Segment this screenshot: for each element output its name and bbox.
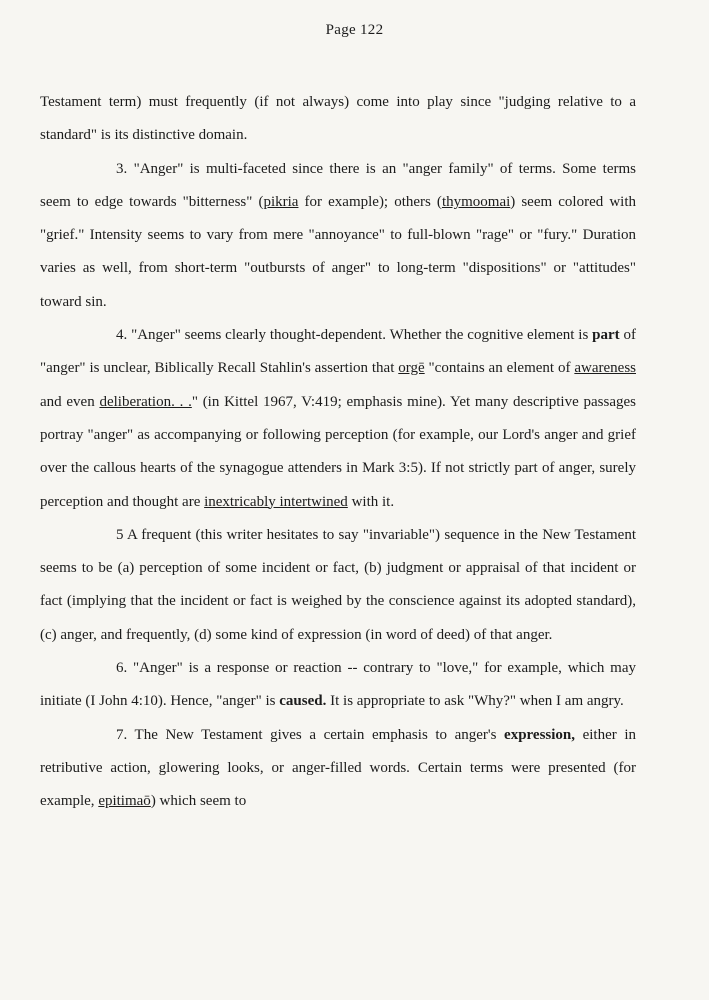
term-orge: orgē bbox=[398, 360, 425, 377]
emphasis-part: part bbox=[592, 327, 620, 344]
paragraph-point-6: 6. "Anger" is a response or reaction -- contrary to "love," for example, which may initiate (I John 4:10). Hence, "anger" is caused. It is appropriate to ask "Why?" when I am angry. bbox=[40, 660, 636, 710]
term-pikria: pikria bbox=[263, 193, 299, 210]
emphasis-caused: caused. bbox=[279, 693, 327, 710]
paragraph-continuation: Testament term) must frequently (if not always) come into play since "judging relative to a standard" is its distinctive domain. bbox=[40, 94, 636, 144]
page-number: Page 122 bbox=[325, 22, 384, 38]
term-thymoomai: thymoomai bbox=[441, 193, 511, 210]
emphasis-deliberation: deliberation. . . bbox=[99, 393, 192, 410]
paragraph-point-4: 4. "Anger" seems clearly thought-dependent. Whether the cognitive element is part of "anger" is unclear, Biblically Recall Stahlin's assertion that orgē "contains an element of awareness and even deliberation. . ." (in Kittel 1967, V:419; emphasis mine). Yet many descriptive passages portray "anger" as accompanying or following perception (for example, our Lord's anger and grief over the callous hearts of the synagogue attenders in Mark 3:5). If not strictly part of anger, surely perception and thought are inextricably intertwined with it. bbox=[40, 327, 637, 510]
emphasis-intertwined: inextricably intertwined bbox=[204, 493, 348, 510]
emphasis-awareness: awareness bbox=[574, 360, 636, 377]
emphasis-expression: expression, bbox=[504, 726, 576, 743]
paragraph-point-3: 3. "Anger" is multi-faceted since there is an "anger family" of terms. Some terms seem to edge towards "bitterness" (pikria for example); others (thymoomai) seem colored with "grief." Intensity seems to vary from mere "annoyance" to full-blown "rage" or "fury." Duration varies as well, from short-term "outbursts of anger" to long-term "dispositions" or "attitudes" toward sin. bbox=[40, 160, 636, 310]
document-body bbox=[40, 86, 636, 819]
term-epitimao: epitimaō bbox=[98, 793, 151, 810]
paragraph-point-5: 5 A frequent (this writer hesitates to say "invariable") sequence in the New Testament seems to be (a) perception of some incident or fact, (b) judgment or appraisal of that incident or fact (implying that the incident or fact is weighed by the conscience against its adopted standard), (c) anger, and frequently, (d) some kind of expression (in word of deed) of that anger. bbox=[40, 526, 636, 643]
paragraph-point-7: 7. The New Testament gives a certain emphasis to anger's expression, either in retributive action, glowering looks, or anger-filled words. Certain terms were presented (for example, epitimaō) which seem to bbox=[40, 726, 636, 810]
